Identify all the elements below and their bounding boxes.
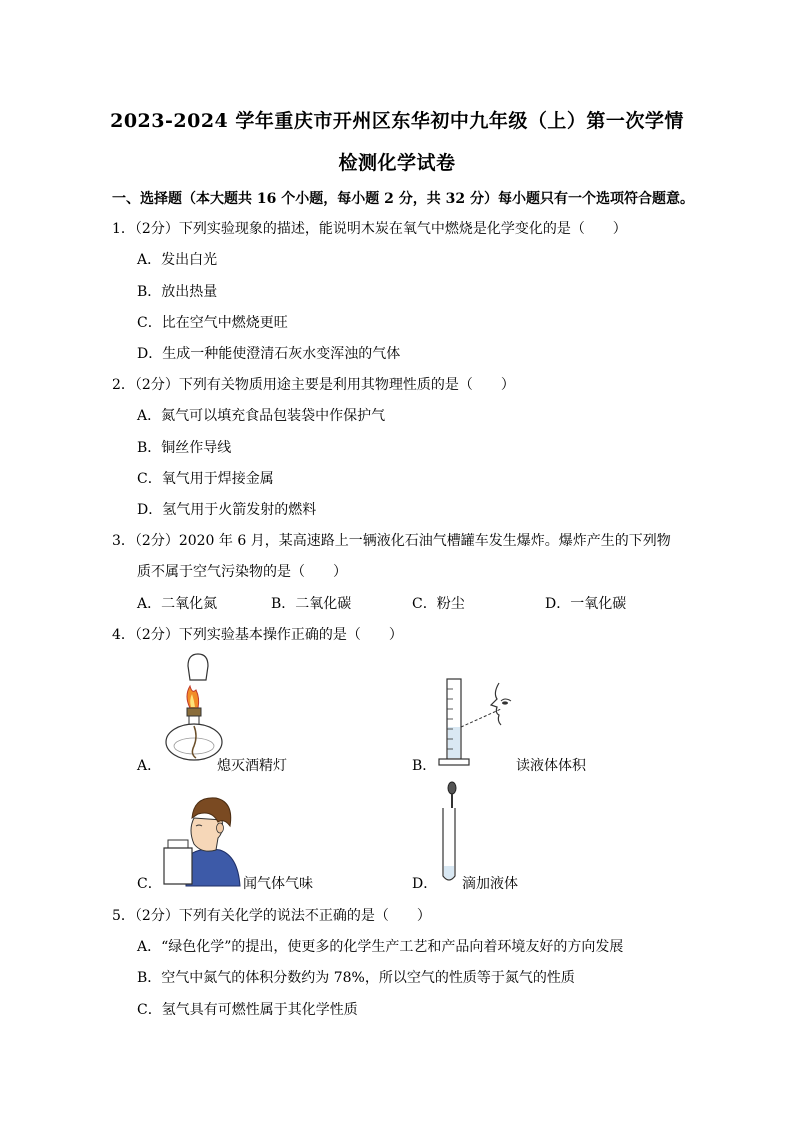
graduated-cylinder-icon — [435, 675, 525, 770]
question-3-option-d: D．一氧化碳 — [545, 596, 627, 612]
question-1-stem: 1．（2分）下列实验现象的描述，能说明木炭在氧气中燃烧是化学变化的是（ ） — [112, 221, 627, 237]
question-2-stem: 2．（2分）下列有关物质用途主要是利用其物理性质的是（ ） — [112, 377, 515, 393]
question-5-option-c: C．氢气具有可燃性属于其化学性质 — [137, 1002, 358, 1018]
exam-title-line1: 2023-2024 学年重庆市开州区东华初中九年级（上）第一次学情 — [110, 110, 684, 132]
question-4-option-a-letter: A． — [137, 758, 162, 774]
exam-title-line2: 检测化学试卷 — [338, 152, 456, 174]
question-4-option-a-caption: 熄灭酒精灯 — [217, 758, 287, 774]
question-4-option-c-caption: 闻气体气味 — [243, 876, 313, 892]
question-4-option-d-letter: D． — [412, 876, 438, 892]
alcohol-lamp-icon — [160, 650, 240, 770]
question-3-option-a: A．二氧化氮 — [137, 596, 218, 612]
question-5-option-b: B．空气中氮气的体积分数约为 78%，所以空气的性质等于氮气的性质 — [137, 970, 575, 986]
question-1-option-c: C．比在空气中燃烧更旺 — [137, 315, 288, 331]
question-3-stem-line2: 质不属于空气污染物的是（ ） — [137, 564, 347, 580]
question-2-option-c: C．氧气用于焊接金属 — [137, 471, 274, 487]
question-3-option-b: B．二氧化碳 — [271, 596, 352, 612]
question-2-option-d: D．氢气用于火箭发射的燃料 — [137, 502, 317, 518]
question-1-option-d: D．生成一种能使澄清石灰水变浑浊的气体 — [137, 346, 401, 362]
question-5-option-a: A．“绿色化学”的提出，使更多的化学生产工艺和产品向着环境友好的方向发展 — [137, 939, 624, 955]
smelling-gas-icon — [158, 788, 242, 888]
question-3-stem-line1: 3．（2分）2020 年 6 月，某高速路上一辆液化石油气槽罐车发生爆炸。爆炸产生的下列物 — [112, 533, 671, 549]
question-4-option-c-letter: C． — [137, 876, 162, 892]
question-4-option-b-letter: B． — [412, 758, 437, 774]
question-2-option-b: B．铜丝作导线 — [137, 440, 232, 456]
question-1-option-b: B．放出热量 — [137, 284, 218, 300]
question-4-option-b-caption: 读液体体积 — [516, 758, 586, 774]
question-2-option-a: A．氮气可以填充食品包装袋中作保护气 — [137, 408, 386, 424]
question-5-stem: 5．（2分）下列有关化学的说法不正确的是（ ） — [112, 908, 431, 924]
question-4-stem: 4．（2分）下列实验基本操作正确的是（ ） — [112, 627, 403, 643]
question-1-option-a: A．发出白光 — [137, 252, 218, 268]
section-heading: 一、选择题（本大题共 16 个小题，每小题 2 分，共 32 分）每小题只有一个选项符合题意。 — [112, 191, 694, 207]
question-4-option-d-caption: 滴加液体 — [462, 876, 518, 892]
dropper-test-tube-icon — [435, 780, 465, 890]
question-3-option-c: C．粉尘 — [412, 596, 465, 612]
